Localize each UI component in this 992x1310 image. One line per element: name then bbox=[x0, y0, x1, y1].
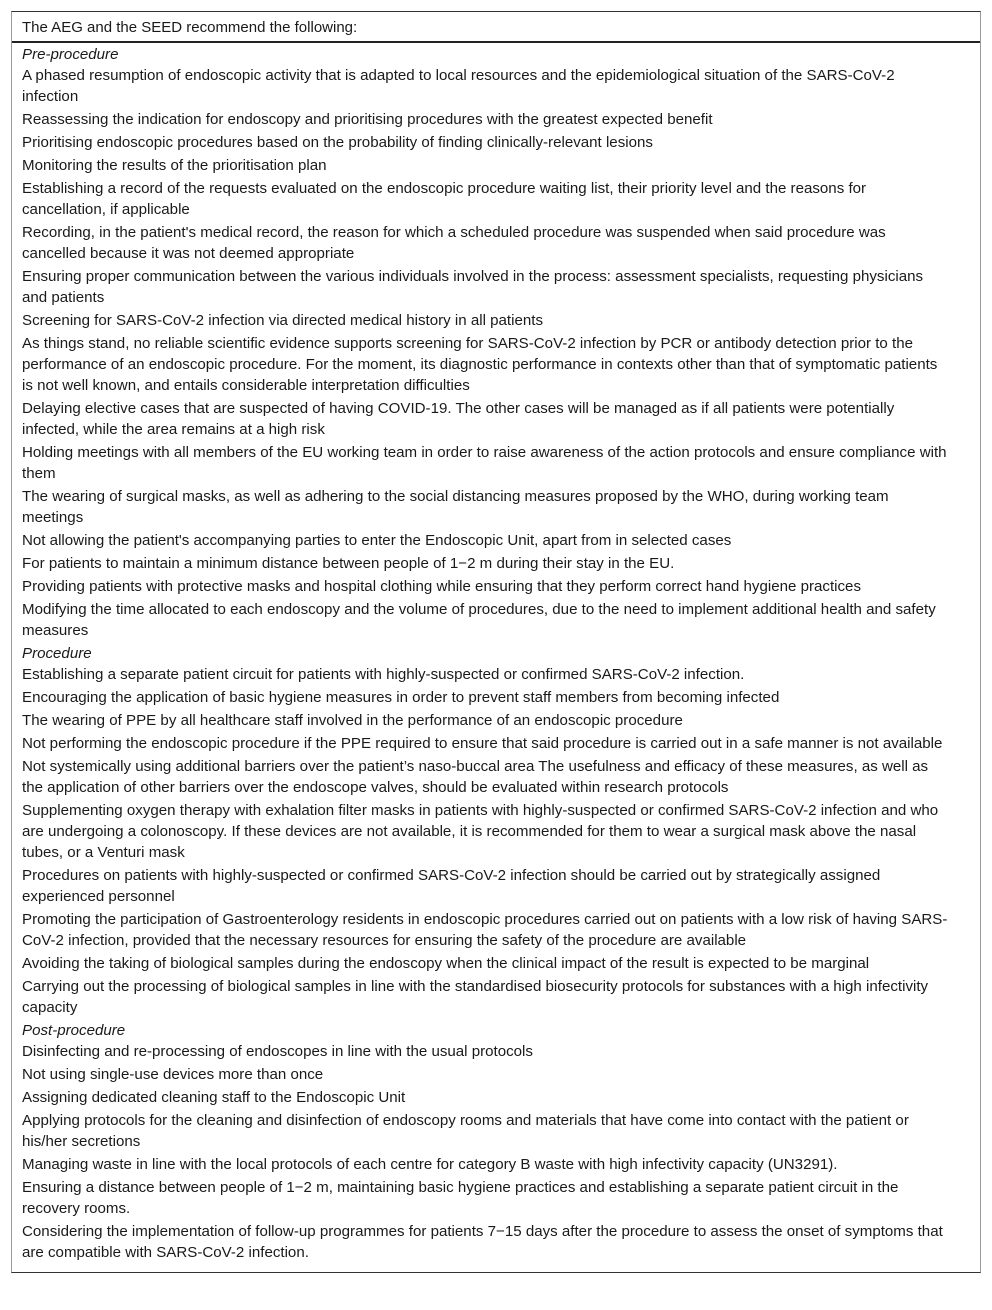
table-row: Supplementing oxygen therapy with exhalation filter masks in patients with highly-suspected or confirmed SARS-CoV-2 infection and who are undergoing a colonoscopy. If these devices are not available, it is recommended for them to wear a surgical mask above the nasal tubes, or a Venturi mask bbox=[22, 802, 939, 861]
table-row: For patients to maintain a minimum distance between people of 1−2 m during their stay in the EU. bbox=[22, 555, 675, 572]
table-row: Not allowing the patient's accompanying parties to enter the Endoscopic Unit, apart from in selected cases bbox=[22, 532, 732, 549]
table-row: Holding meetings with all members of the EU working team in order to raise awareness of the action protocols and ensure compliance with them bbox=[22, 444, 947, 482]
table-row: Avoiding the taking of biological samples during the endoscopy when the clinical impact of the result is expected to be marginal bbox=[22, 955, 870, 972]
table-row: Disinfecting and re-processing of endoscopes in line with the usual protocols bbox=[22, 1043, 533, 1060]
table-body bbox=[12, 43, 980, 1272]
table-row: Prioritising endoscopic procedures based on the probability of finding clinically-relevant lesions bbox=[22, 134, 653, 151]
table-row: Carrying out the processing of biological samples in line with the standardised biosecurity protocols for substances with a high infectivity capacity bbox=[22, 978, 929, 1016]
table-row: Managing waste in line with the local protocols of each centre for category B waste with high infectivity capacity (UN3291). bbox=[22, 1156, 838, 1173]
table-row: Establishing a record of the requests evaluated on the endoscopic procedure waiting list, their priority level and the reasons for cancellation, if applicable bbox=[22, 180, 867, 218]
table-row: As things stand, no reliable scientific evidence supports screening for SARS-CoV-2 infection by PCR or antibody detection prior to the performance of an endoscopic procedure. For the moment, its diagnostic performance in contexts other than that of symptomatic patients is not well known, and entails considerable interpretation difficulties bbox=[22, 335, 938, 394]
table-header: The AEG and the SEED recommend the following: bbox=[12, 12, 980, 43]
recommendations-table bbox=[11, 11, 981, 1273]
section-label: Post-procedure bbox=[22, 1022, 126, 1039]
table-row: Encouraging the application of basic hygiene measures in order to prevent staff members from becoming infected bbox=[22, 689, 780, 706]
table-row: Applying protocols for the cleaning and disinfection of endoscopy rooms and materials that have come into contact with the patient or his/her secretions bbox=[22, 1112, 909, 1150]
table-row: Delaying elective cases that are suspected of having COVID-19. The other cases will be managed as if all patients were potentially infected, while the area remains at a high risk bbox=[22, 400, 895, 438]
section-label: Pre-procedure bbox=[22, 46, 119, 63]
table-row: Monitoring the results of the prioritisation plan bbox=[22, 157, 327, 174]
table-row: Procedures on patients with highly-suspected or confirmed SARS-CoV-2 infection should be carried out by strategically assigned experienced personnel bbox=[22, 867, 881, 905]
table-row: Reassessing the indication for endoscopy and prioritising procedures with the greatest expected benefit bbox=[22, 111, 713, 128]
table-row: The wearing of surgical masks, as well as adhering to the social distancing measures proposed by the WHO, during working team meetings bbox=[22, 488, 889, 526]
table-row: Not systemically using additional barriers over the patient’s naso-buccal area The usefulness and efficacy of these measures, as well as the application of other barriers over the endoscope valves, should be evaluated within research protocols bbox=[22, 758, 929, 796]
table-row: Ensuring a distance between people of 1−2 m, maintaining basic hygiene practices and establishing a separate patient circuit in the recovery rooms. bbox=[22, 1179, 899, 1217]
table-row: Modifying the time allocated to each endoscopy and the volume of procedures, due to the need to implement additional health and safety measures bbox=[22, 601, 936, 639]
table-row: Recording, in the patient's medical record, the reason for which a scheduled procedure was suspended when said procedure was cancelled because it was not deemed appropriate bbox=[22, 224, 886, 262]
table-row: Providing patients with protective masks and hospital clothing while ensuring that they perform correct hand hygiene practices bbox=[22, 578, 861, 595]
table-row: Screening for SARS-CoV-2 infection via directed medical history in all patients bbox=[22, 312, 543, 329]
table-row: Promoting the participation of Gastroenterology residents in endoscopic procedures carried out on patients with a low risk of having SARS-CoV-2 infection, provided that the necessary resources for ensuring the safety of the procedure are available bbox=[22, 911, 948, 949]
table-row: Assigning dedicated cleaning staff to the Endoscopic Unit bbox=[22, 1089, 406, 1106]
section-label: Procedure bbox=[22, 645, 92, 662]
table-row: A phased resumption of endoscopic activity that is adapted to local resources and the epidemiological situation of the SARS-CoV-2 infection bbox=[22, 67, 895, 105]
table-row: Not performing the endoscopic procedure if the PPE required to ensure that said procedure is carried out in a safe manner is not available bbox=[22, 735, 943, 752]
table-row: Establishing a separate patient circuit for patients with highly-suspected or confirmed SARS-CoV-2 infection. bbox=[22, 666, 745, 683]
table-row: The wearing of PPE by all healthcare staff involved in the performance of an endoscopic procedure bbox=[22, 712, 683, 729]
table-row: Not using single-use devices more than once bbox=[22, 1066, 324, 1083]
table-row: Ensuring proper communication between the various individuals involved in the process: assessment specialists, requesting physicians and patients bbox=[22, 268, 924, 306]
table-row: Considering the implementation of follow-up programmes for patients 7−15 days after the procedure to assess the onset of symptoms that are compatible with SARS-CoV-2 infection. bbox=[22, 1223, 943, 1261]
